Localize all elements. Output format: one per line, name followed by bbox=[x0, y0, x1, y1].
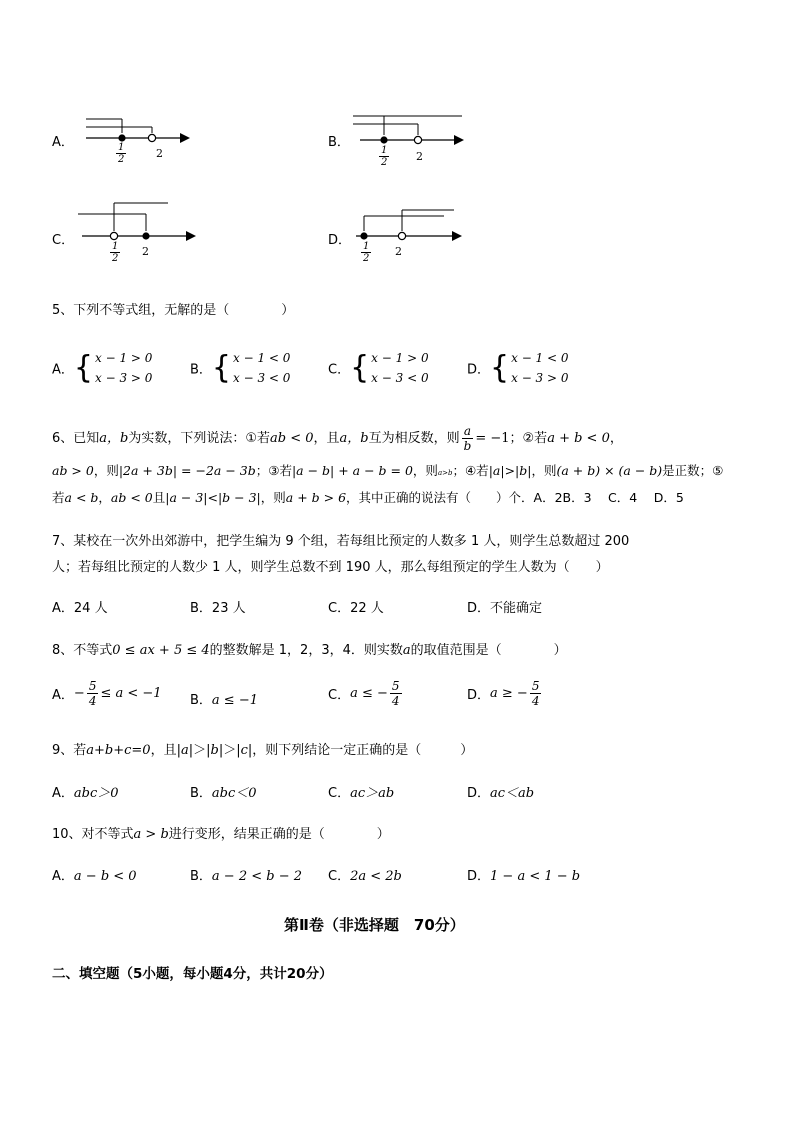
q9-option-b: B．abc＜0 bbox=[190, 786, 257, 801]
section-two-title: 二、填空题（5小题，每小题4分，共计20分） bbox=[52, 966, 333, 982]
q7-option-d: D．不能确定 bbox=[467, 601, 543, 616]
tick-two: 2 bbox=[142, 245, 149, 258]
q10-option-a: A．a − b < 0 bbox=[52, 869, 137, 884]
number-line-b bbox=[350, 96, 490, 180]
q5-option-b: B．{ x − 1 < 0 x − 3 < 0 bbox=[190, 349, 291, 386]
q10-option-b: B．a − 2 < b − 2 bbox=[190, 869, 303, 884]
tick-two: 2 bbox=[156, 147, 163, 160]
option-label: C． bbox=[52, 233, 75, 248]
q7-line-1: 7、某校在一次外出郊游中，把学生编为 9 个组，若每组比预定的人数多 1 人，则学生总数超过 200 bbox=[52, 534, 630, 549]
q8-option-c: C．a ≤ − $\frac{5}{4}$ bbox=[328, 679, 400, 708]
part-two-title: 第Ⅱ卷（非选择题 70分） bbox=[284, 916, 465, 934]
tick-half: $\frac{1}{2}$ bbox=[363, 241, 370, 264]
q8-option-b: B．a ≤ −1 bbox=[190, 693, 258, 708]
q8-option-d: D．a ≥ − $\frac{5}{4}$ bbox=[467, 679, 540, 708]
q5-option-c: C．{ x − 1 > 0 x − 3 < 0 bbox=[328, 349, 429, 386]
number-line-c bbox=[74, 198, 214, 278]
q7-option-a: A．24 人 bbox=[52, 601, 108, 616]
q5-stem: 5、下列不等式组，无解的是（ ） bbox=[52, 303, 295, 318]
q9-option-d: D．ac＜ab bbox=[467, 786, 535, 801]
q9-option-c: C．ac＞ab bbox=[328, 786, 395, 801]
q8-option-a: A．− $\frac{5}{4}$ ≤ a < −1 bbox=[52, 679, 162, 708]
option-label: A． bbox=[52, 135, 74, 150]
q4-option-d bbox=[328, 198, 488, 278]
option-label: B． bbox=[328, 135, 350, 150]
q5-option-d: D．{ x − 1 < 0 x − 3 > 0 bbox=[467, 349, 569, 386]
tick-half: $\frac{1}{2}$ bbox=[118, 142, 125, 165]
tick-two: 2 bbox=[395, 245, 402, 258]
q10-option-d: D．1 − a < 1 − b bbox=[467, 869, 581, 884]
q6-line-2: ab > 0，则|2a + 3b| = −2a − 3b；③若|a − b| + a − b = 0，则a>b；④若|a|>|b|，则(a + b) × (a − b)是正数；⑤ bbox=[52, 463, 724, 478]
q4-option-b bbox=[328, 96, 488, 180]
q9-stem: 9、若a+b+c=0，且|a|＞|b|＞|c|，则下列结论一定正确的是（ ） bbox=[52, 743, 474, 758]
q9-option-a: A．abc＞0 bbox=[52, 786, 119, 801]
tick-two: 2 bbox=[416, 150, 423, 163]
q7-line-2: 人；若每组比预定的人数少 1 人，则学生总数不到 190 人，那么每组预定的学生人数为（ ） bbox=[52, 560, 609, 575]
q4-option-a bbox=[52, 100, 212, 180]
number-line-a bbox=[74, 100, 214, 180]
q6-line-1: 6、已知a，b为实数，下列说法：①若ab < 0，且a，b互为相反数，则 $\frac{a}{b}$ = −1；②若a + b < 0， bbox=[52, 424, 623, 453]
q10-stem: 10、对不等式a > b进行变形，结果正确的是（ ） bbox=[52, 827, 390, 842]
q5-option-a: A．{ x − 1 > 0 x − 3 > 0 bbox=[52, 349, 153, 386]
tick-half: $\frac{1}{2}$ bbox=[112, 241, 119, 264]
number-line-d bbox=[350, 198, 490, 278]
q10-option-c: C．2a < 2b bbox=[328, 869, 402, 884]
q7-option-b: B．23 人 bbox=[190, 601, 246, 616]
q6-line-3: 若a < b，ab < 0且|a − 3|<|b − 3|，则a + b > 6，其中正确的说法有（ ）个．A．2B．3 C．4 D．5 bbox=[52, 490, 684, 505]
option-label: D． bbox=[328, 233, 352, 248]
q7-option-c: C．22 人 bbox=[328, 601, 384, 616]
q4-option-c bbox=[52, 198, 212, 278]
q8-stem: 8、不等式0 ≤ ax + 5 ≤ 4的整数解是 1，2，3，4．则实数a的取值范围是（ ） bbox=[52, 643, 567, 658]
tick-half: $\frac{1}{2}$ bbox=[381, 145, 388, 168]
